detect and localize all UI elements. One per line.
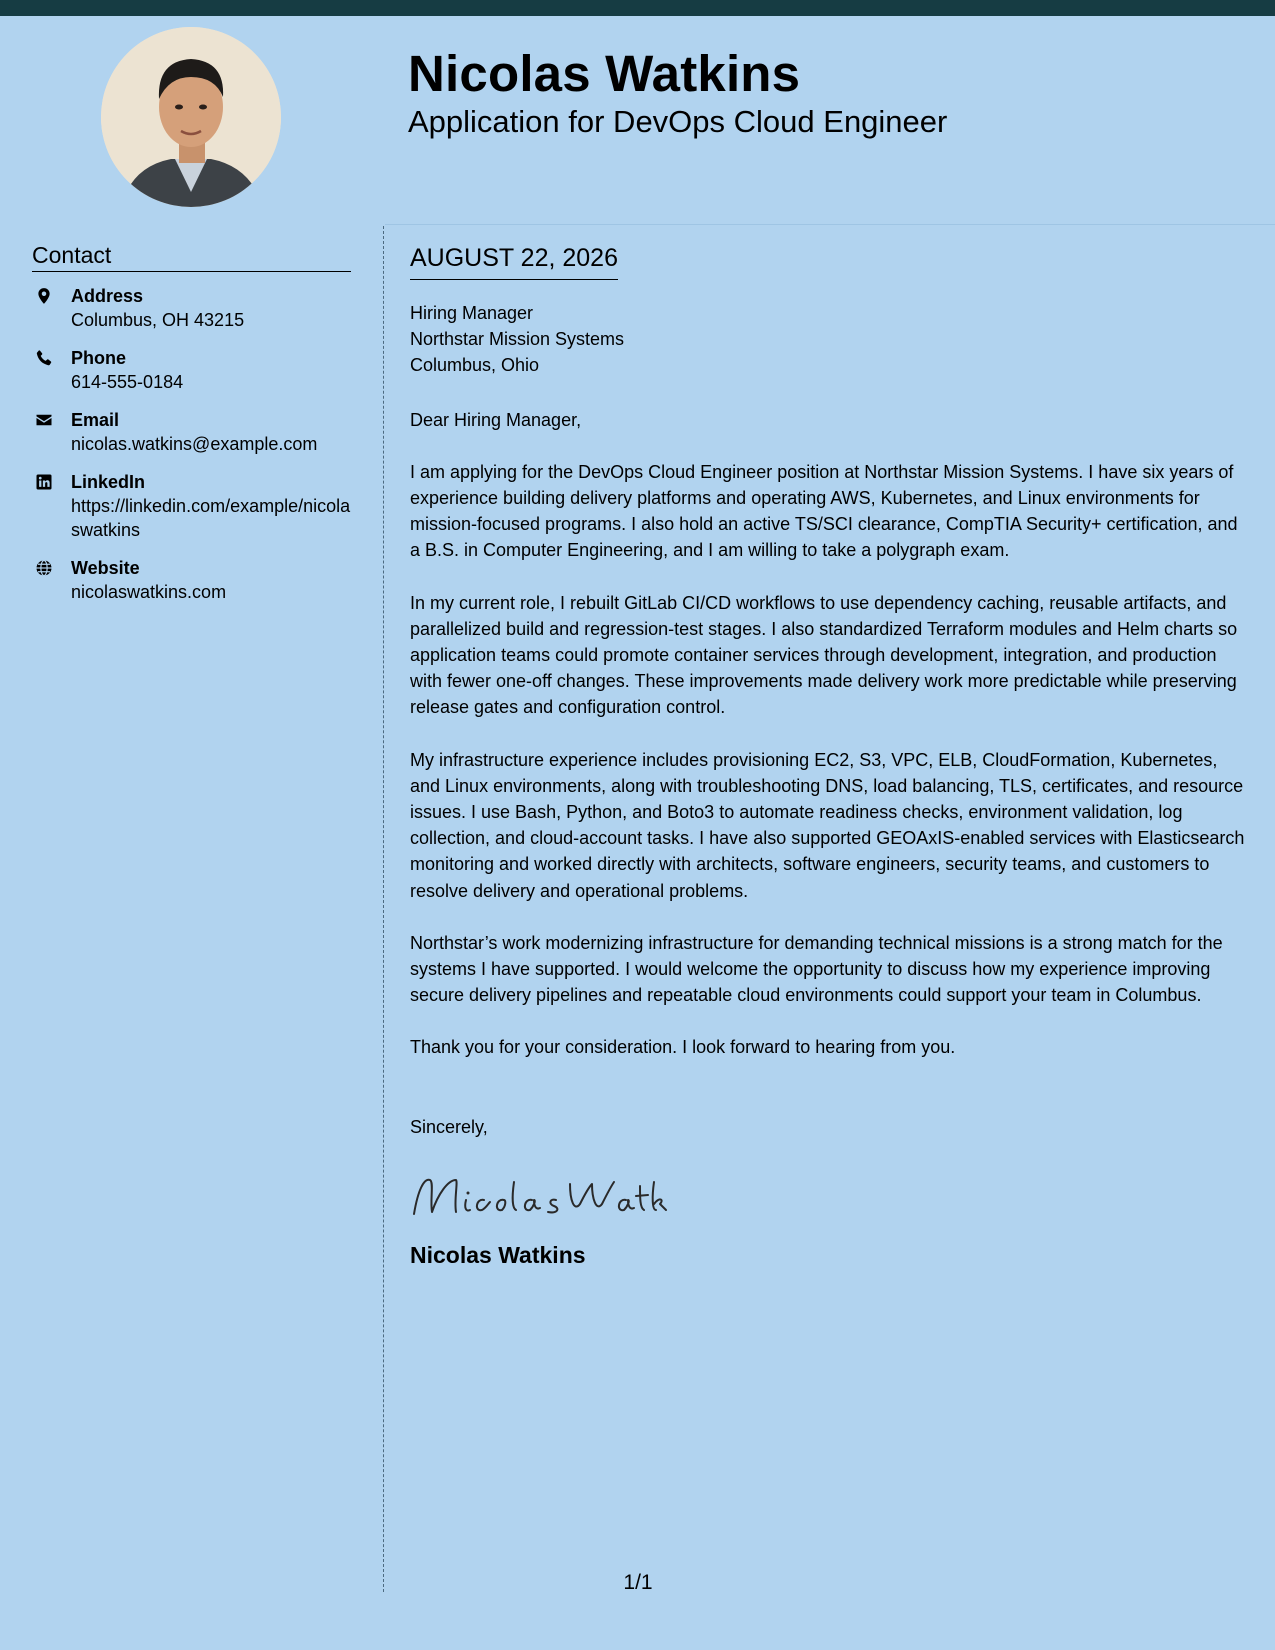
address-value: Columbus, OH 43215 [71, 310, 245, 330]
top-accent-bar [0, 0, 1275, 16]
contact-list [32, 284, 351, 604]
contact-item-address [32, 284, 351, 332]
letter-date: AUGUST 22, 2026 [410, 241, 618, 280]
signer-name: Nicolas Watkins [410, 1241, 586, 1268]
contact-item-phone [32, 346, 351, 394]
application-subtitle: Application for DevOps Cloud Engineer [408, 104, 948, 139]
recipient-line: Hiring Manager [410, 303, 534, 323]
website-value[interactable]: nicolaswatkins.com [71, 582, 227, 602]
envelope-icon [35, 411, 53, 429]
contact-heading: Contact [32, 241, 351, 272]
recipient-block [410, 300, 1250, 379]
address-label: Address [71, 286, 144, 306]
linkedin-label: LinkedIn [71, 472, 146, 492]
salutation: Dear Hiring Manager, [410, 409, 582, 430]
closing: Sincerely, [410, 1116, 488, 1137]
profile-photo-image [101, 27, 281, 207]
phone-label: Phone [71, 348, 127, 368]
recipient-line: Northstar Mission Systems [410, 329, 625, 350]
applicant-name: Nicolas Watkins [408, 45, 801, 102]
body-paragraph: Thank you for your consideration. I look forward to hearing from you. [410, 1037, 956, 1058]
header-divider [385, 224, 1275, 225]
signature-text: Nicolas Watkins [408, 1221, 417, 1223]
website-label: Website [71, 558, 140, 578]
globe-icon [35, 559, 53, 577]
email-value: nicolas.watkins@example.com [71, 434, 318, 454]
contact-item-email [32, 408, 351, 456]
letter-body [410, 241, 1250, 1270]
body-paragraph: Northstar’s work modernizing infrastructure for demanding technical missions is a strong match for the systems I have supported. I would welcome the opportunity to discuss how my experience improving secure delivery pipelines and repeatable cloud environments could support your team in Columbus. [410, 932, 1223, 1006]
profile-photo [101, 27, 281, 207]
body-paragraph: In my current role, I rebuilt GitLab CI/CD workflows to use dependency caching, reusable artifacts, and parallelized build and regression-test stages. I also standardized Terraform modules and Helm charts so application teams could promote container services through development, integration, and production with fewer one-off changes. These improvements made delivery work more predictable while preserving release gates and configuration control. [410, 592, 1238, 718]
phone-icon [35, 349, 53, 367]
linkedin-icon [35, 473, 53, 491]
contact-item-linkedin [32, 470, 351, 542]
recipient-line: Columbus, Ohio [410, 355, 540, 376]
column-divider [383, 226, 384, 1592]
email-label: Email [71, 410, 120, 430]
page-number: 1/1 [623, 1571, 653, 1594]
linkedin-value[interactable]: https://linkedin.com/example/nicolaswatkins [71, 496, 351, 540]
contact-sidebar [32, 241, 351, 618]
contact-item-website [32, 556, 351, 604]
body-paragraph: My infrastructure experience includes provisioning EC2, S3, VPC, ELB, CloudFormation, Kubernetes, and Linux environments, along with troubleshooting DNS, load balancing, TLS, certificates, and resource issues. I use Bash, Python, and Boto3 to automate readiness checks, environment validation, log collection, and cloud-account tasks. I have also supported GEOAxIS-enabled services with Elasticsearch monitoring and worked directly with architects, software engineers, security teams, and customers to resolve delivery and operational problems. [410, 749, 1245, 901]
handwritten-signature [408, 1170, 1250, 1226]
map-pin-icon [35, 287, 53, 305]
phone-value: 614-555-0184 [71, 372, 184, 392]
body-paragraph: I am applying for the DevOps Cloud Engineer position at Northstar Mission Systems. I have six years of experience building delivery platforms and operating AWS, Kubernetes, and Linux environments for mission-focused programs. I also hold an active TS/SCI clearance, CompTIA Security+ certification, and a B.S. in Computer Engineering, and I am willing to take a polygraph exam. [410, 461, 1238, 561]
